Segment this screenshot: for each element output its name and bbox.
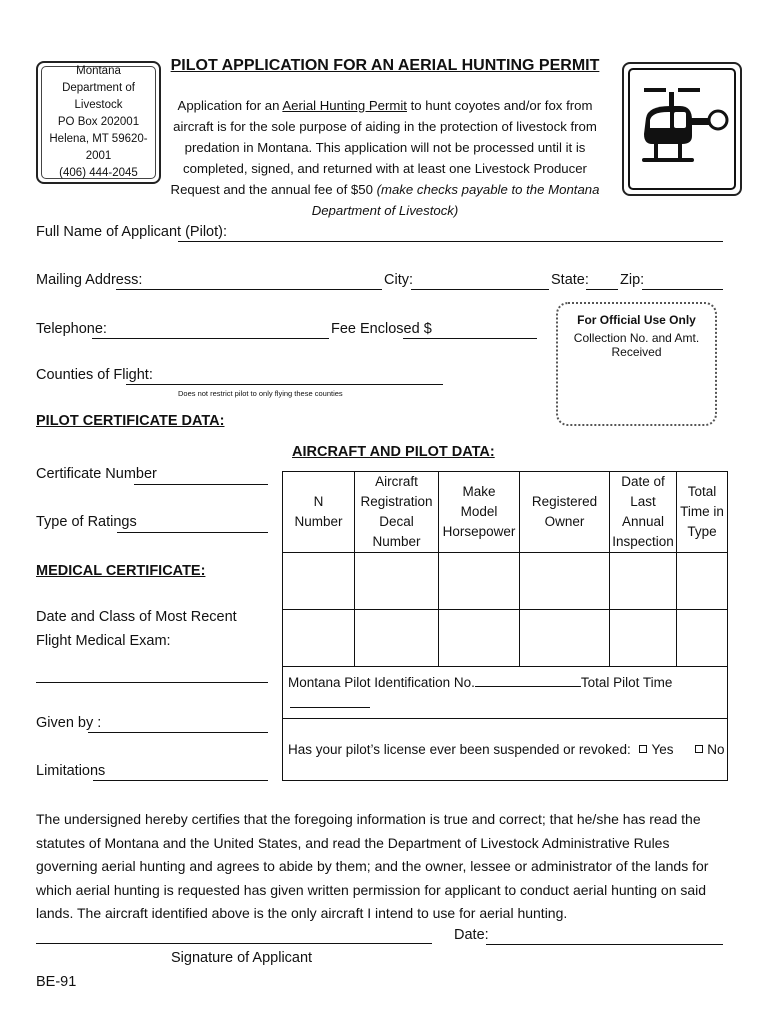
intro-part2: to hunt coyotes and/or fox from aircraft is for the sole purpose of aiding in the protection of livestock from predation in Montana. This application will not be processed until it is completed, signed, and returned with at least one Livestock Producer Request and the annual fee of $50 (170, 98, 597, 197)
table-cell[interactable] (439, 610, 520, 667)
intro-part1: Application for an (177, 98, 283, 113)
zip-label: Zip: (620, 272, 645, 288)
mailing-address-label: Mailing Address: (36, 272, 143, 288)
table-cell[interactable] (355, 553, 439, 610)
pilot-id-field[interactable] (475, 672, 581, 687)
fee-enclosed-field[interactable] (403, 338, 537, 339)
counties-label: Counties of Flight: (36, 367, 153, 383)
date-label: Date: (454, 927, 489, 943)
date-field[interactable] (486, 944, 723, 945)
mailing-address-field[interactable] (116, 289, 382, 290)
yes-checkbox[interactable]: Yes (639, 742, 673, 757)
table-cell[interactable] (520, 553, 610, 610)
signature-field[interactable] (36, 943, 432, 944)
intro-link: Aerial Hunting Permit (282, 98, 407, 113)
page-title: PILOT APPLICATION FOR AN AERIAL HUNTING PERMIT (170, 57, 600, 74)
table-cell[interactable] (610, 610, 677, 667)
pilot-id-row (283, 667, 728, 719)
state-label: State: (551, 272, 589, 288)
column-header-inspection: Date of Last Annual Inspection (610, 472, 677, 553)
helicopter-icon (630, 70, 732, 186)
agency-department: Department of Livestock (62, 82, 135, 111)
given-by-field[interactable] (88, 732, 268, 733)
column-header-time-in-type: Total Time in Type (677, 472, 728, 553)
intro-paragraph (160, 95, 610, 221)
agency-name: Montana (76, 65, 121, 77)
medical-exam-label-2: Flight Medical Exam: (36, 633, 171, 649)
table-cell[interactable] (677, 553, 728, 610)
official-use-subtitle: Collection No. and Amt. Received (573, 331, 700, 359)
table-cell[interactable] (439, 553, 520, 610)
official-use-box (556, 302, 717, 426)
aircraft-table (282, 471, 728, 781)
table-row (283, 610, 728, 667)
pilot-id-label: Montana Pilot Identification No. (288, 674, 475, 690)
column-header-make-model: Make Model Horsepower (439, 472, 520, 553)
table-cell[interactable] (520, 610, 610, 667)
city-field[interactable] (411, 289, 549, 290)
aircraft-table-header (283, 472, 728, 553)
agency-po-box: PO Box 202001 (57, 116, 140, 128)
pilot-certificate-heading: PILOT CERTIFICATE DATA: (36, 413, 225, 429)
given-by-label: Given by : (36, 715, 102, 731)
suspension-question: Has your pilot’s license ever been suspended or revoked: (288, 741, 631, 757)
agency-address-box (36, 61, 161, 184)
counties-note: Does not restrict pilot to only flying these counties (178, 389, 343, 398)
medical-certificate-heading: MEDICAL CERTIFICATE: (36, 563, 206, 579)
type-of-ratings-label: Type of Ratings (36, 514, 137, 530)
intro-italic: (make checks payable to the Montana Department of Livestock) (311, 182, 600, 218)
state-field[interactable] (586, 289, 618, 290)
certification-text: The undersigned hereby certifies that the foregoing information is true and correct; that he/she has read the statutes of Montana and the United States, and read the Department of Livestock Administrative Rules governing aerial hunting and agrees to abide by them; and the owner, lessee or administrator of the lands for which aerial hunting is requested has given written permission for applicant to conduct aerial hunting on said lands. The aircraft identified above is the only aircraft I intend to use for aerial hunting. (36, 811, 709, 921)
full-name-field[interactable] (178, 241, 723, 242)
full-name-label: Full Name of Applicant (Pilot): (36, 224, 227, 240)
telephone-label: Telephone: (36, 321, 107, 337)
form-number: BE-91 (36, 974, 77, 990)
certificate-number-label: Certificate Number (36, 466, 157, 482)
suspension-row (283, 719, 728, 781)
table-cell[interactable] (610, 553, 677, 610)
city-label: City: (384, 272, 413, 288)
helicopter-logo (622, 62, 742, 196)
pilot-id-cell (283, 667, 728, 719)
medical-exam-field[interactable] (36, 682, 268, 683)
no-checkbox[interactable]: No (695, 742, 724, 757)
total-pilot-time-label: Total Pilot Time (580, 674, 673, 690)
table-cell[interactable] (283, 553, 355, 610)
table-cell[interactable] (355, 610, 439, 667)
zip-field[interactable] (642, 289, 723, 290)
counties-field[interactable] (126, 384, 443, 385)
official-use-title: For Official Use Only (577, 313, 696, 327)
column-header-owner: Registered Owner (520, 472, 610, 553)
limitations-field[interactable] (93, 780, 268, 781)
total-pilot-time-field[interactable] (290, 693, 370, 708)
type-of-ratings-field[interactable] (117, 532, 268, 533)
medical-exam-label-1: Date and Class of Most Recent (36, 609, 237, 625)
table-row (283, 553, 728, 610)
suspension-cell (283, 719, 728, 781)
certificate-number-field[interactable] (134, 484, 268, 485)
agency-city: Helena, MT 59620-2001 (49, 133, 148, 162)
limitations-label: Limitations (36, 763, 106, 779)
table-cell[interactable] (283, 610, 355, 667)
column-header-n-number: N Number (283, 472, 355, 553)
agency-phone: (406) 444-2045 (59, 167, 138, 179)
telephone-field[interactable] (92, 338, 329, 339)
aircraft-data-heading: AIRCRAFT AND PILOT DATA: (292, 444, 495, 460)
signature-label: Signature of Applicant (171, 950, 313, 966)
fee-enclosed-label: Fee Enclosed $ (331, 321, 432, 337)
column-header-registration: Aircraft Registration Decal Number (355, 472, 439, 553)
table-cell[interactable] (677, 610, 728, 667)
